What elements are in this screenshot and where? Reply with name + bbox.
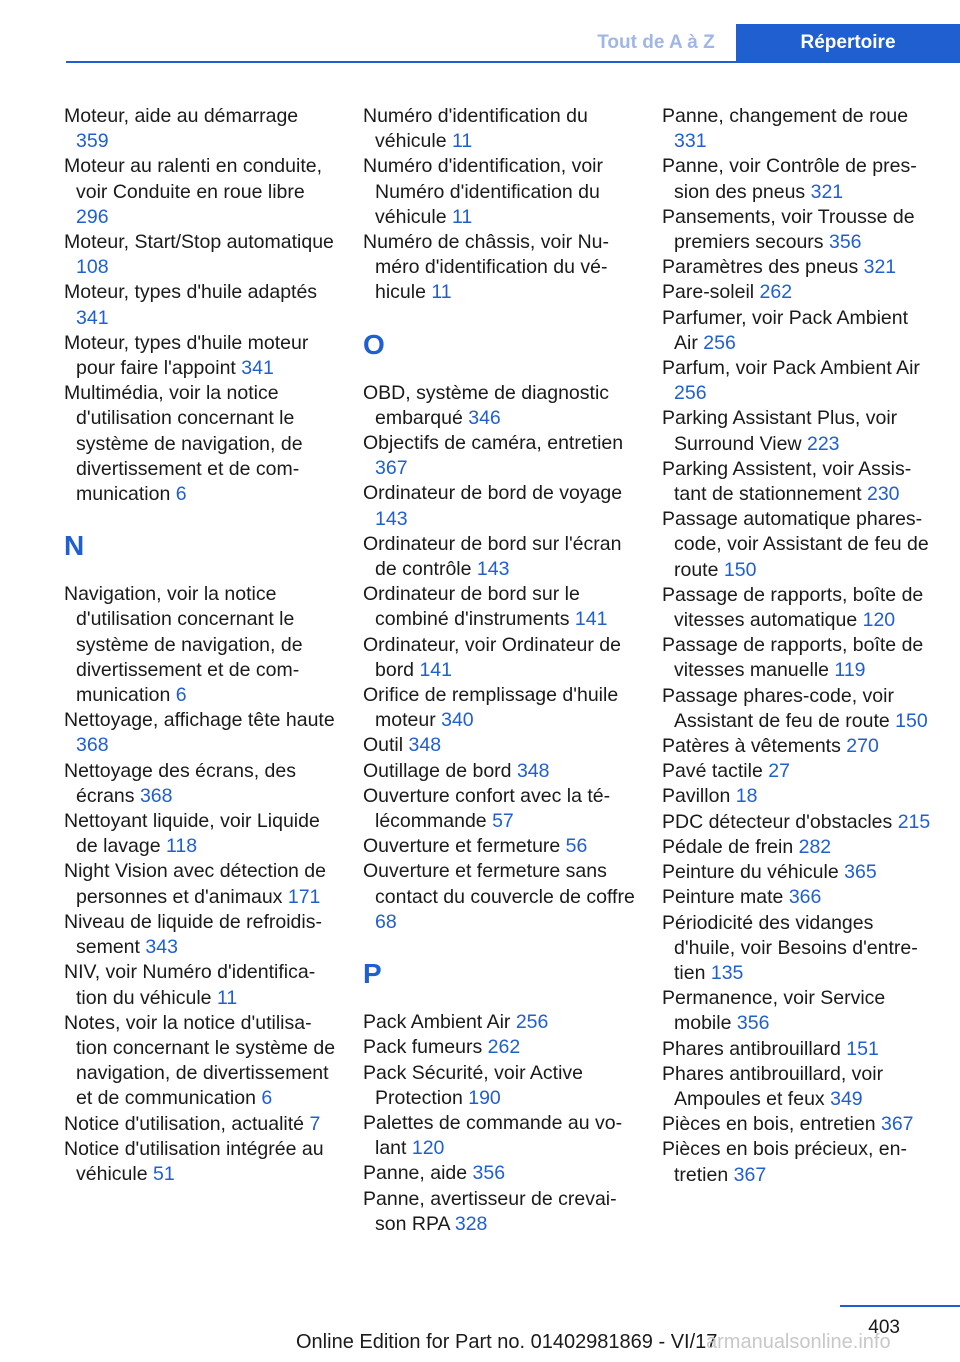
entry-text: OBD, système de diagnostic embarqué [363, 381, 610, 429]
page-link[interactable]: 359 [76, 130, 109, 153]
index-entry [662, 1062, 934, 1112]
page-number: 403 [868, 1317, 900, 1338]
page-link[interactable]: 256 [515, 1011, 549, 1034]
entry-text: PDC détecteur d'obstacles [662, 810, 898, 833]
index-entry [662, 406, 934, 456]
page-link[interactable]: 331 [674, 130, 707, 153]
entry-text: Palettes de commande au volant [363, 1111, 623, 1160]
section-letter: N [64, 530, 85, 562]
page-link[interactable]: 141 [574, 608, 608, 631]
index-entry [64, 280, 336, 330]
entry-text: Night Vision avec détection de personnes et d'animaux [64, 860, 326, 908]
page-link[interactable]: 118 [166, 835, 198, 858]
entry-text: Nettoyage des écrans, des écrans [64, 759, 296, 807]
entry-text: Ouverture et fermeture sans contact du couvercle de coffre [363, 860, 635, 908]
index-entry [662, 734, 934, 759]
header-divider [66, 61, 960, 63]
page-link[interactable]: 346 [468, 406, 501, 429]
entry-text: Notes, voir la notice d'utilisation concernant le système de navigation, de divertissement et de communication [64, 1011, 336, 1110]
page-link[interactable]: 321 [810, 180, 844, 203]
entry-text: Moteur au ralenti en conduite, voir Conduite en roue libre [64, 155, 322, 203]
page-link[interactable]: 348 [516, 759, 550, 782]
index-entry [662, 1037, 934, 1062]
index-entry [64, 809, 336, 859]
index-entry [662, 784, 934, 809]
entry-text: Pare-soleil [662, 281, 760, 304]
index-entry [64, 154, 336, 230]
page-link[interactable]: 6 [175, 483, 187, 506]
index-column-1 [64, 104, 336, 1187]
index-entry [662, 154, 934, 204]
index-entry [64, 759, 336, 809]
page-link[interactable]: 296 [76, 205, 109, 228]
entry-text: Panne, aide [363, 1162, 473, 1185]
index-entry [662, 986, 934, 1036]
index-entry [363, 633, 635, 683]
page-link[interactable]: 343 [145, 936, 178, 959]
entry-text: Panne, voir Contrôle de pression des pneus [662, 155, 917, 203]
entry-text: Pavé tactile [662, 760, 769, 783]
index-entry [363, 834, 635, 859]
entry-text: Outillage de bord [363, 759, 517, 782]
page-link[interactable]: 150 [723, 558, 757, 581]
page-link[interactable]: 262 [487, 1036, 521, 1059]
page-link[interactable]: 11 [451, 205, 473, 228]
page-link[interactable]: 171 [287, 885, 321, 908]
index-entry [662, 759, 934, 784]
index-entry [363, 1187, 635, 1237]
index-entry [363, 481, 635, 531]
page-link[interactable]: 262 [759, 281, 793, 304]
index-entry [363, 1161, 635, 1186]
page-link[interactable]: 6 [175, 684, 187, 707]
entry-text: Pièces en bois, entretien [662, 1113, 881, 1136]
edition-note: Online Edition for Part no. 01402981869 - VI/17 [296, 1331, 718, 1353]
entry-text: Nettoyage, affichage tête haute [64, 709, 335, 732]
index-entry [64, 1137, 336, 1187]
entry-text: Paramètres des pneus [662, 256, 864, 279]
entry-text: Ordinateur de bord de voyage [363, 482, 623, 505]
entry-text: Phares antibrouillard [662, 1037, 847, 1060]
entry-text: Moteur, Start/Stop automatique [64, 231, 334, 254]
entry-text: Objectifs de caméra, entretien [363, 432, 624, 455]
page-link[interactable]: 215 [897, 810, 931, 833]
page-link[interactable]: 367 [375, 457, 408, 480]
entry-text: Phares antibrouillard, voir Ampoules et feux [662, 1062, 884, 1110]
entry-text: Pièces en bois précieux, entretien [662, 1138, 907, 1186]
entry-text: Peinture mate [662, 886, 789, 909]
index-entry [662, 583, 934, 633]
page-link[interactable]: 349 [830, 1087, 863, 1110]
entry-text: Multimédia, voir la notice d'utilisation concernant le système de navigation, de divertissement et de communication [64, 382, 303, 506]
index-entry [662, 507, 934, 583]
page-link[interactable]: 256 [674, 382, 707, 405]
entry-text: Pédale de frein [662, 835, 799, 858]
index-entry [363, 582, 635, 632]
entry-text: Parfum, voir Pack Ambient Air [662, 357, 920, 380]
index-entry [662, 1112, 934, 1137]
entry-text: Pavillon [662, 785, 736, 808]
page-link[interactable]: 135 [710, 961, 744, 984]
page-link[interactable]: 356 [828, 231, 862, 254]
page-link[interactable]: 367 [880, 1113, 914, 1136]
entry-text: Orifice de remplissage d'huile moteur [363, 684, 619, 732]
page-link[interactable]: 141 [419, 658, 452, 681]
entry-text: Nettoyant liquide, voir Liquide de lavage [64, 810, 320, 858]
page-link[interactable]: 68 [375, 910, 397, 933]
index-entry [662, 1137, 934, 1187]
index-entry [363, 683, 635, 733]
page-link[interactable]: 321 [863, 256, 897, 279]
page-link[interactable]: 51 [152, 1162, 175, 1185]
entry-text: Panne, changement de roue [662, 105, 909, 127]
page-link[interactable]: 356 [472, 1162, 506, 1185]
page-link[interactable]: 341 [241, 357, 274, 380]
entry-text: Navigation, voir la notice d'utilisation concernant le système de navigation, de divertissement et de communication [64, 583, 303, 707]
page-link[interactable]: 56 [565, 835, 588, 858]
page-link[interactable]: 367 [733, 1163, 767, 1186]
index-entry [662, 457, 934, 507]
index-entry [64, 104, 336, 154]
index-entry [363, 733, 635, 758]
index-entry [363, 230, 635, 306]
index-entry [64, 960, 336, 1010]
index-entry [662, 306, 934, 356]
index-entry [64, 859, 336, 909]
index-entry [662, 280, 934, 305]
entry-text: Ouverture confort avec la télécommande [363, 784, 611, 833]
index-entry [662, 205, 934, 255]
index-entry [64, 381, 336, 507]
index-entry [662, 684, 934, 734]
index-entry [662, 104, 934, 154]
entry-text: Moteur, aide au démarrage [64, 105, 299, 127]
page-link[interactable]: 368 [76, 734, 109, 757]
entry-text: Notice d'utilisation intégrée au véhicule [64, 1137, 324, 1185]
index-entry [64, 230, 336, 280]
index-entry [363, 1111, 635, 1161]
index-entry [363, 784, 635, 834]
page-link[interactable]: 230 [866, 483, 900, 506]
page-link[interactable]: 340 [441, 709, 474, 732]
page-link[interactable]: 328 [454, 1212, 488, 1235]
entry-text: Passage phares-code, voir Assistant de feu de route [662, 684, 896, 732]
index-column-3 [662, 104, 934, 1188]
index-entry [64, 708, 336, 758]
entry-text: Numéro d'identification, voir Numéro d'identification du véhicule [363, 155, 603, 228]
entry-text: Ordinateur de bord sur l'écran de contrôle [363, 532, 622, 581]
page-link[interactable]: 6 [261, 1087, 273, 1110]
index-column-2 [363, 104, 635, 1237]
index-entry [363, 1061, 635, 1111]
page-link[interactable]: 341 [76, 306, 109, 329]
entry-text: Patères à vêtements [662, 735, 847, 758]
index-entry [64, 1112, 336, 1137]
page-link[interactable]: 223 [806, 432, 840, 455]
entry-text: Ordinateur, voir Ordinateur de bord [363, 633, 621, 681]
page-link[interactable]: 282 [798, 835, 832, 858]
tab-repertoire[interactable]: Répertoire [736, 24, 960, 62]
index-entry [64, 1011, 336, 1112]
page-link[interactable]: 18 [735, 785, 758, 808]
index-entry [662, 633, 934, 683]
index-entry [662, 255, 934, 280]
tab-tout-de-a-a-z[interactable]: Tout de A à Z [580, 24, 732, 62]
page-header [0, 0, 960, 62]
page-link[interactable]: 151 [846, 1037, 879, 1060]
page-link[interactable]: 190 [468, 1086, 501, 1109]
page-link[interactable]: 365 [844, 861, 877, 884]
entry-text: Pack Ambient Air [363, 1011, 516, 1034]
page-link[interactable]: 143 [375, 507, 408, 530]
index-entry [363, 532, 635, 582]
index-entry [363, 759, 635, 784]
entry-text: Pack fumeurs [363, 1036, 488, 1059]
page-link[interactable]: 270 [846, 735, 879, 758]
index-entry [363, 104, 635, 154]
page-link[interactable]: 11 [216, 986, 238, 1009]
page-link[interactable]: 143 [476, 558, 510, 581]
page-link[interactable]: 11 [431, 281, 452, 304]
entry-text: Passage de rapports, boîte de vitesses manuelle [662, 634, 924, 682]
entry-text: NIV, voir Numéro d'identification du véhicule [64, 961, 316, 1009]
index-entry [363, 431, 635, 481]
section-letter: O [363, 328, 385, 360]
page-link[interactable]: 348 [408, 734, 442, 757]
page-link[interactable]: 150 [895, 709, 928, 732]
index-entry [363, 1010, 635, 1035]
entry-text: Parking Assistent, voir Assistant de stationnement [662, 457, 912, 506]
section-letter: P [363, 958, 382, 990]
page-link[interactable]: 57 [492, 810, 514, 833]
index-entry [363, 1035, 635, 1060]
entry-text: Pack Sécurité, voir Active Protection [363, 1061, 584, 1109]
page-link[interactable]: 120 [411, 1137, 445, 1160]
page-link[interactable]: 368 [139, 784, 173, 807]
entry-text: Moteur, types d'huile moteur pour faire l'appoint [64, 331, 309, 380]
index-entry [662, 810, 934, 835]
entry-text: Passage de rapports, boîte de vitesses automatique [662, 583, 924, 632]
entry-text: Parking Assistant Plus, voir Surround View [662, 407, 898, 455]
index-entry [662, 911, 934, 987]
entry-text: Peinture du véhicule [662, 861, 845, 884]
index-entry [363, 859, 635, 935]
entry-text: Ordinateur de bord sur le combiné d'instruments [363, 583, 580, 631]
page-link[interactable]: 356 [736, 1012, 770, 1035]
entry-text: Moteur, types d'huile adaptés [64, 281, 318, 304]
index-entry [662, 885, 934, 910]
entry-text: Permanence, voir Service mobile [662, 987, 886, 1035]
page-link[interactable]: 27 [768, 760, 790, 783]
page-link[interactable]: 119 [834, 659, 866, 682]
entry-text: Notice d'utilisation, actualité [64, 1112, 310, 1135]
entry-text: Périodicité des vidanges d'huile, voir Besoins d'entretien [662, 911, 918, 984]
entry-text: Numéro d'identification du véhicule [363, 105, 588, 153]
entry-text: Niveau de liquide de refroidissement [64, 910, 322, 959]
entry-text: Passage automatique phares-code, voir Assistant de feu de route [662, 508, 929, 581]
index-entry [363, 154, 635, 230]
entry-text: Outil [363, 734, 409, 757]
page-link[interactable]: 11 [451, 130, 473, 153]
index-entry [662, 835, 934, 860]
footer-divider [840, 1305, 960, 1307]
index-entry [64, 582, 336, 708]
entry-text: Ouverture et fermeture [363, 835, 566, 858]
entry-text: Parfumer, voir Pack Ambient Air [662, 306, 909, 354]
watermark: armanualsonline.info [706, 1331, 891, 1353]
page-link[interactable]: 256 [703, 331, 736, 354]
entry-text: Numéro de châssis, voir Numéro d'identification du véhicule [363, 231, 610, 304]
index-entry [64, 910, 336, 960]
index-entry [662, 356, 934, 406]
page-link[interactable]: 7 [309, 1112, 321, 1135]
entry-text: Pansements, voir Trousse de premiers secours [662, 205, 915, 254]
index-entry [363, 381, 635, 431]
page-link[interactable]: 108 [76, 256, 109, 279]
index-entry [64, 331, 336, 381]
index-entry [662, 860, 934, 885]
entry-text: Panne, avertisseur de crevaison RPA [363, 1187, 617, 1235]
page-link[interactable]: 366 [788, 886, 822, 909]
page-link[interactable]: 120 [862, 609, 896, 632]
